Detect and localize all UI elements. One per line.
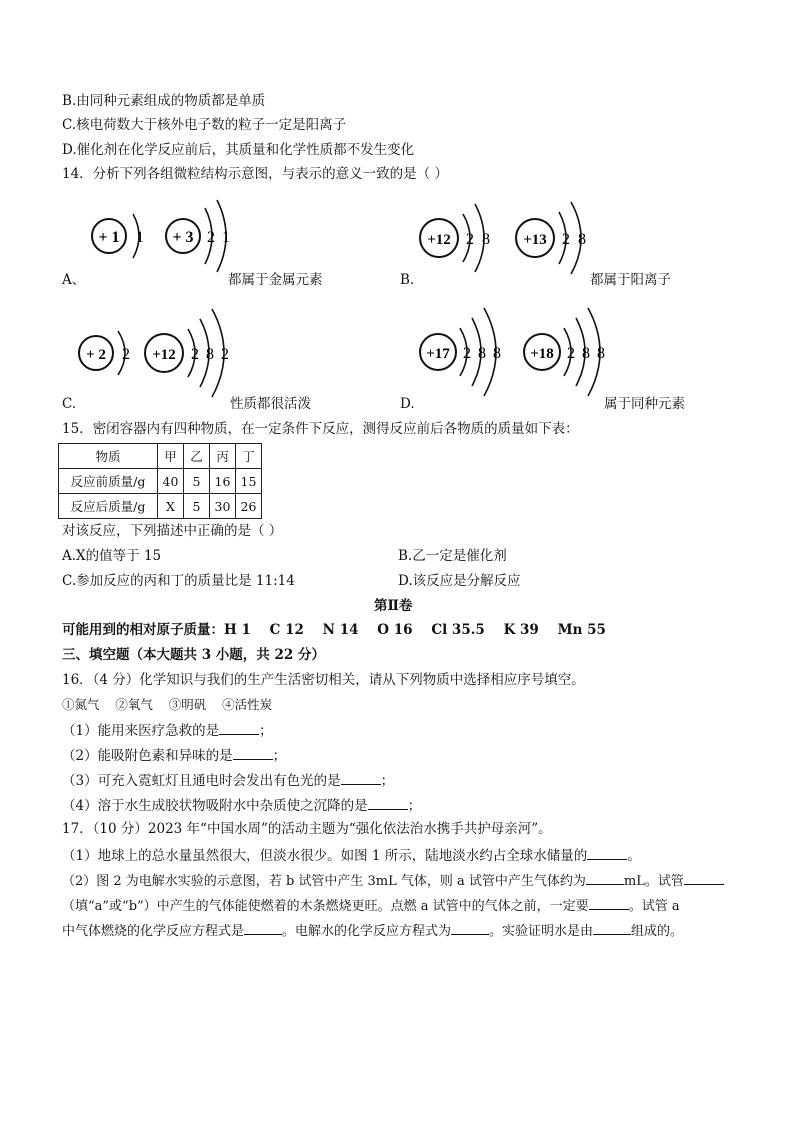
shell-electrons: 2 <box>562 231 570 248</box>
nucleus-label: + 2 <box>86 347 106 363</box>
answer-blank[interactable] <box>219 720 259 735</box>
q17-part1-text: （1）地球上的总水量虽然很大，但淡水很少。如图 1 所示，陆地淡水约占全球水储量的 <box>62 848 588 864</box>
q14-b-letter: B. <box>400 272 415 288</box>
q14-diagram-c <box>78 305 248 401</box>
q14-diagram-d <box>418 302 618 402</box>
semicolon: ； <box>407 798 422 814</box>
q16-sub2-text: （2）能吸附色素和异味的是 <box>62 748 233 764</box>
shell-electrons: 2 <box>466 231 474 248</box>
shell-electrons: 2 <box>122 346 130 363</box>
shell-electrons: 8 <box>578 231 586 248</box>
q17-part3-end: 。试管 a <box>628 899 680 914</box>
q15-option-c: C.参加反应的丙和丁的质量比是 11:14 <box>62 573 295 589</box>
nucleus-label: +18 <box>530 346 554 362</box>
answer-blank[interactable] <box>586 870 624 885</box>
shell-electrons: 2 <box>463 345 471 362</box>
q16-sub4-text: （4）溶于水生成胶状物吸附水中杂质使之沉降的是 <box>62 798 368 814</box>
nucleus-label: + 3 <box>172 229 194 246</box>
table-cell: 5 <box>184 469 210 494</box>
q17-part4-mid2: 。实验证明水是由 <box>489 924 594 939</box>
q14-diagram-b <box>415 192 615 286</box>
q17-part1 <box>62 845 641 865</box>
answer-blank[interactable] <box>244 920 282 935</box>
shell-electrons: 8 <box>582 345 590 362</box>
q15-mass-table <box>58 443 262 519</box>
q17-part2-text: （2）图 2 为电解水实验的示意图，若 b 试管中产生 3mL 气体，则 a 试管中产生气体约为 <box>62 874 586 889</box>
q14-a-letter: A、 <box>62 272 86 288</box>
q13-option-b: B.由同种元素组成的物质都是单质 <box>62 93 266 109</box>
q17-part4-end: 组成的。 <box>631 924 684 939</box>
q14-c-letter: C. <box>62 396 77 412</box>
q14-a-caption: 都属于金属元素 <box>228 272 323 288</box>
semicolon: ； <box>259 723 273 739</box>
q14-b-caption: 都属于阳离子 <box>590 272 671 288</box>
table-cell: 30 <box>210 494 236 519</box>
answer-blank[interactable] <box>587 845 627 860</box>
answer-blank[interactable] <box>684 870 724 885</box>
q17-part4 <box>62 920 683 941</box>
shell-electrons: 2 <box>191 346 199 363</box>
table-cell: 5 <box>184 494 210 519</box>
nucleus-label: +12 <box>427 232 451 248</box>
table-cell: 16 <box>210 469 236 494</box>
q17-part2-mid: mL。试管 <box>623 874 684 889</box>
q15-stem: 15．密闭容器内有四种物质，在一定条件下反应，测得反应前后各物质的质量如下表： <box>62 421 579 437</box>
q15-option-d: D.该反应是分解反应 <box>398 573 521 589</box>
table-header-cell: 丙 <box>210 444 236 469</box>
shell-electrons: 8 <box>493 345 501 362</box>
q13-option-d: D.催化剂在化学反应前后，其质量和化学性质都不发生变化 <box>62 142 415 158</box>
q17-part3 <box>62 895 680 916</box>
shell-electrons: 8 <box>482 231 490 248</box>
nucleus-label: +13 <box>523 232 547 248</box>
table-cell: 26 <box>236 494 262 519</box>
semicolon: ； <box>272 748 287 764</box>
nucleus-label: + 1 <box>98 229 120 246</box>
answer-blank[interactable] <box>593 920 631 935</box>
q17-part4-text: 中气体燃烧的化学反应方程式是 <box>62 924 245 939</box>
table-cell: 反应后质量/g <box>59 494 158 519</box>
shell-electrons: 8 <box>478 345 486 362</box>
q14-d-letter: D. <box>400 396 415 412</box>
nucleus-label: +12 <box>152 347 176 363</box>
answer-blank[interactable] <box>589 895 629 910</box>
q17-stem: 17．（10 分）2023 年“中国水周”的活动主题为“强化依法治水携手共护母亲河”。 <box>62 821 552 837</box>
atomic-masses: 可能用到的相对原子质量：H 1 C 12 N 14 O 16 Cl 35.5 K 39 Mn 55 <box>62 622 606 638</box>
table-header-cell: 乙 <box>184 444 210 469</box>
q14-diagram-a <box>85 192 245 286</box>
section3-heading: 三、填空题（本大题共 3 小题，共 22 分） <box>62 647 325 663</box>
q17-part1-end: 。 <box>627 848 641 864</box>
shell-electrons: 2 <box>221 346 229 363</box>
part2-title: 第Ⅱ卷 <box>374 598 413 614</box>
q16-sub1-text: （1）能用来医疗急救的是 <box>62 723 220 739</box>
q16-sub4 <box>62 795 421 815</box>
table-cell: 反应前质量/g <box>59 469 158 494</box>
q16-sub2 <box>62 745 286 765</box>
shell-electrons: 2 <box>567 345 575 362</box>
answer-blank[interactable] <box>368 795 408 810</box>
q14-stem: 14．分析下列各组微粒结构示意图，与表示的意义一致的是（ ） <box>62 166 448 182</box>
q17-part2 <box>62 870 724 891</box>
q16-sub3 <box>62 770 394 790</box>
q13-option-c: C.核电荷数大于核外电子数的粒子一定是阳离子 <box>62 117 347 133</box>
q16-sub3-text: （3）可充入霓虹灯且通电时会发出有色光的是 <box>62 773 341 789</box>
table-header-cell: 丁 <box>236 444 262 469</box>
q15-question: 对该反应，下列描述中正确的是（ ） <box>62 523 283 539</box>
shell-electrons: 1 <box>136 229 144 246</box>
answer-blank[interactable] <box>233 745 273 760</box>
q17-part4-mid1: 。电解水的化学反应方程式为 <box>282 924 452 939</box>
q15-option-a: A.X的值等于 15 <box>62 548 162 564</box>
table-cell: 15 <box>236 469 262 494</box>
q16-sub1 <box>62 720 273 740</box>
table-row <box>59 494 262 519</box>
table-row <box>59 469 262 494</box>
q15-option-b: B.乙一定是催化剂 <box>398 548 507 564</box>
table-header-cell: 物质 <box>59 444 158 469</box>
nucleus-label: +17 <box>426 346 450 362</box>
shell-electrons: 2 <box>207 229 215 246</box>
table-cell: 40 <box>158 469 184 494</box>
table-header-row <box>59 444 262 469</box>
answer-blank[interactable] <box>341 770 381 785</box>
q14-d-caption: 属于同种元素 <box>604 396 685 412</box>
answer-blank[interactable] <box>451 920 489 935</box>
table-header-cell: 甲 <box>158 444 184 469</box>
table-cell: X <box>158 494 184 519</box>
q17-part3-text: （填“a”或“b”）中产生的气体能使燃着的木条燃烧更旺。点燃 a 试管中的气体之前，一定要 <box>62 899 589 914</box>
q16-stem: 16．（4 分）化学知识与我们的生产生活密切相关，请从下列物质中选择相应序号填空。 <box>62 672 585 688</box>
shell-electrons: 1 <box>222 229 230 246</box>
shell-electrons: 8 <box>206 346 214 363</box>
shell-electrons: 8 <box>597 345 605 362</box>
q14-c-caption: 性质都很活泼 <box>230 396 311 412</box>
q16-options: ①氮气 ②氧气 ③明矾 ④活性炭 <box>62 697 273 712</box>
semicolon: ； <box>380 773 395 789</box>
